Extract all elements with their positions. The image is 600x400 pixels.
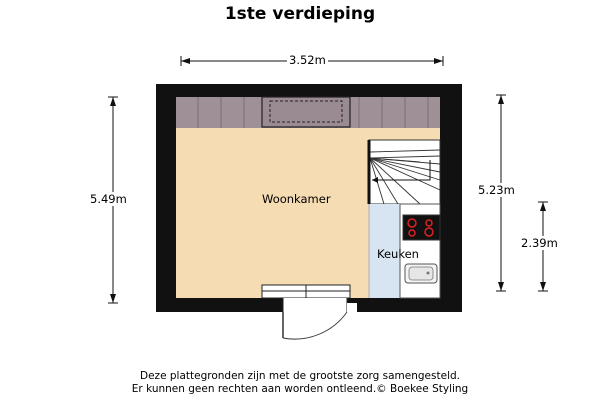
dimension-arrow <box>498 282 504 291</box>
door-swing-arc <box>283 312 347 339</box>
door-gap <box>283 298 347 312</box>
dimension-arrow <box>498 95 504 104</box>
living-room-floor <box>176 128 369 298</box>
dimension-label-right-height: 5.23m <box>478 183 515 197</box>
dimension-arrow <box>540 202 546 211</box>
disclaimer-line-2: Er kunnen geen rechten aan worden ontleend.© Boekee Styling <box>131 383 469 395</box>
sink-drain <box>427 272 430 275</box>
room-label-kitchen: Keuken <box>377 247 419 261</box>
wall-gap <box>347 303 357 312</box>
staircase <box>369 140 440 204</box>
cooktop <box>403 215 440 240</box>
room-label-living: Woonkamer <box>262 192 331 206</box>
dimension-arrow <box>110 294 116 303</box>
dimension-arrow <box>181 58 190 64</box>
dimension-arrow <box>540 282 546 291</box>
page-title: 1ste verdieping <box>224 4 376 24</box>
dimension-arrow <box>110 97 116 106</box>
dimension-label-width: 3.52m <box>289 53 326 67</box>
dimension-arrow <box>434 58 443 64</box>
dimension-label-left-height: 5.49m <box>90 192 127 206</box>
dimension-label-kitchen-depth: 2.39m <box>521 236 558 250</box>
disclaimer-line-1: Deze plattegronden zijn met de grootste zorg samengesteld. <box>140 370 460 382</box>
